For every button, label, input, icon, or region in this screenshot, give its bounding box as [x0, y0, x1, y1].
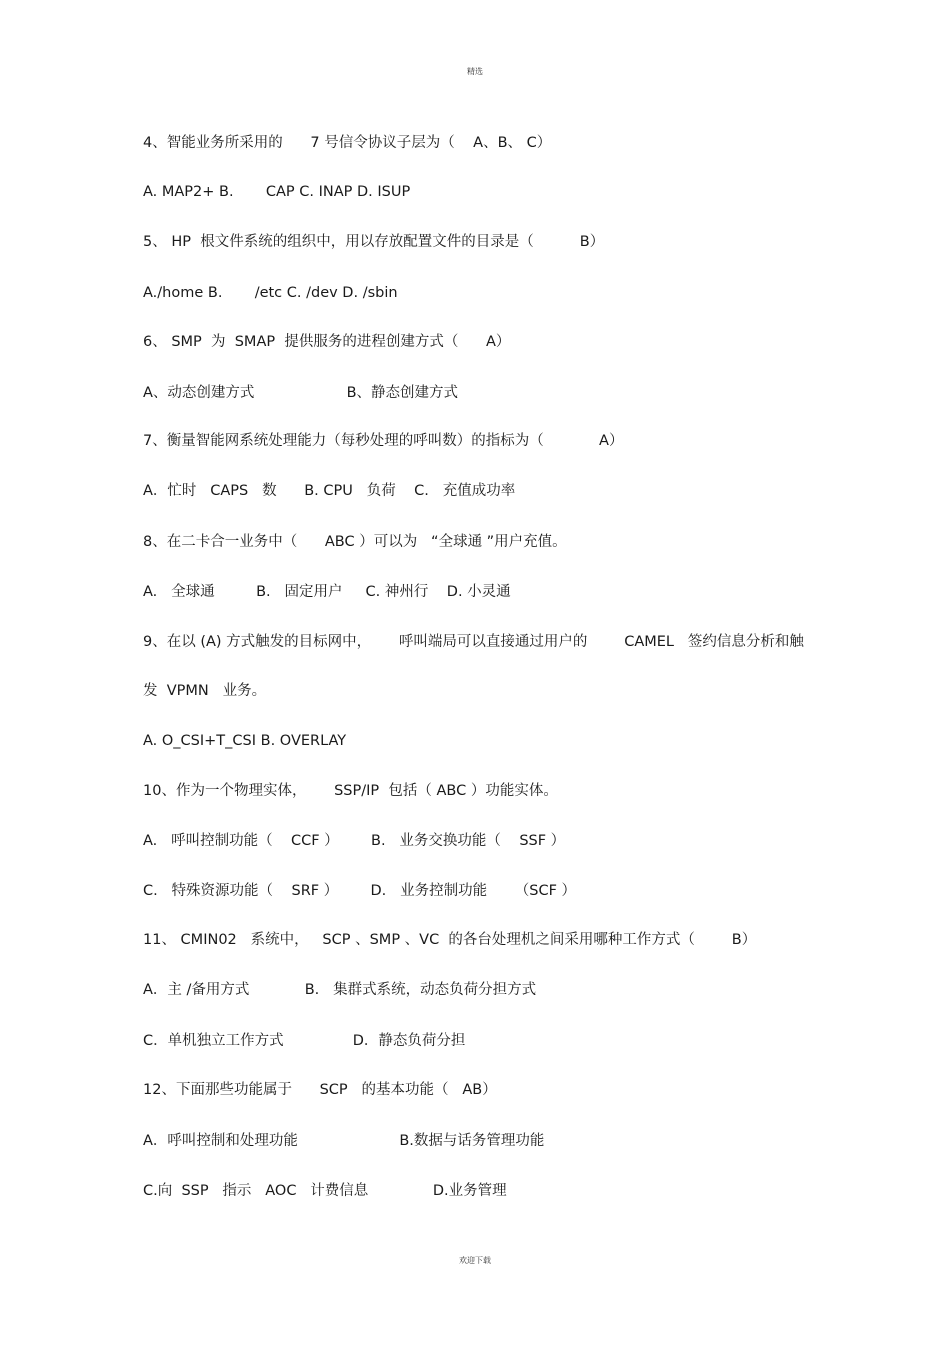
question-6: 6、 SMP 为 SMAP 提供服务的进程创建方式（ A） [143, 334, 511, 350]
question-12-options-ab: A．呼叫控制和处理功能 B.数据与话务管理功能 [143, 1133, 545, 1149]
question-11: 11、 CMIN02 系统中， SCP 、SMP 、VC 的各台处理机之间采用哪种工作方式（ B） [143, 932, 757, 948]
page-footer: 欢迎下载 [459, 1256, 491, 1265]
question-4-options: A. MAP2+ B. CAP C. INAP D. ISUP [143, 184, 411, 200]
question-7: 7、衡量智能网系统处理能力（每秒处理的呼叫数）的指标为（ A） [143, 433, 624, 449]
question-10: 10、作为一个物理实体， SSP/IP 包括（ ABC ）功能实体。 [143, 783, 558, 799]
question-6-options: A、动态创建方式 B、静态创建方式 [143, 385, 459, 401]
question-4: 4、智能业务所采用的 7 号信令协议子层为（ A、B、 C） [143, 135, 552, 151]
question-10-options-cd: C. 特殊资源功能（ SRF ） D. 业务控制功能 （SCF ） [143, 883, 577, 899]
question-5-options: A./home B. /etc C. /dev D. /sbin [143, 285, 398, 301]
question-12: 12、下面那些功能属于 SCP 的基本功能（ AB） [143, 1082, 497, 1098]
question-9-options: A. O_CSI+T_CSI B. OVERLAY [143, 733, 347, 749]
question-7-options: A．忙时 CAPS 数 B. CPU 负荷 C. 充值成功率 [143, 483, 516, 499]
question-9: 9、在以 (A) 方式触发的目标网中， 呼叫端局可以直接通过用户的 CAMEL 签约信息分析和触 [143, 634, 804, 650]
page-header: 精选 [467, 67, 483, 76]
question-9-continued: 发 VPMN 业务。 [143, 683, 267, 699]
question-5: 5、 HP 根文件系统的组织中，用以存放配置文件的目录是（ B） [143, 234, 605, 250]
question-8: 8、在二卡合一业务中（ ABC ）可以为 “全球通 ”用户充值。 [143, 534, 567, 550]
question-10-options-ab: A. 呼叫控制功能（ CCF ） B. 业务交换功能（ SSF ） [143, 833, 566, 849]
question-8-options: A. 全球通 B. 固定用户 C. 神州行 D. 小灵通 [143, 584, 511, 600]
question-12-options-cd: C.向 SSP 指示 AOC 计费信息 D.业务管理 [143, 1183, 507, 1199]
question-11-options-cd: C．单机独立工作方式 D．静态负荷分担 [143, 1033, 466, 1049]
question-11-options-ab: A．主 /备用方式 B. 集群式系统，动态负荷分担方式 [143, 982, 537, 998]
